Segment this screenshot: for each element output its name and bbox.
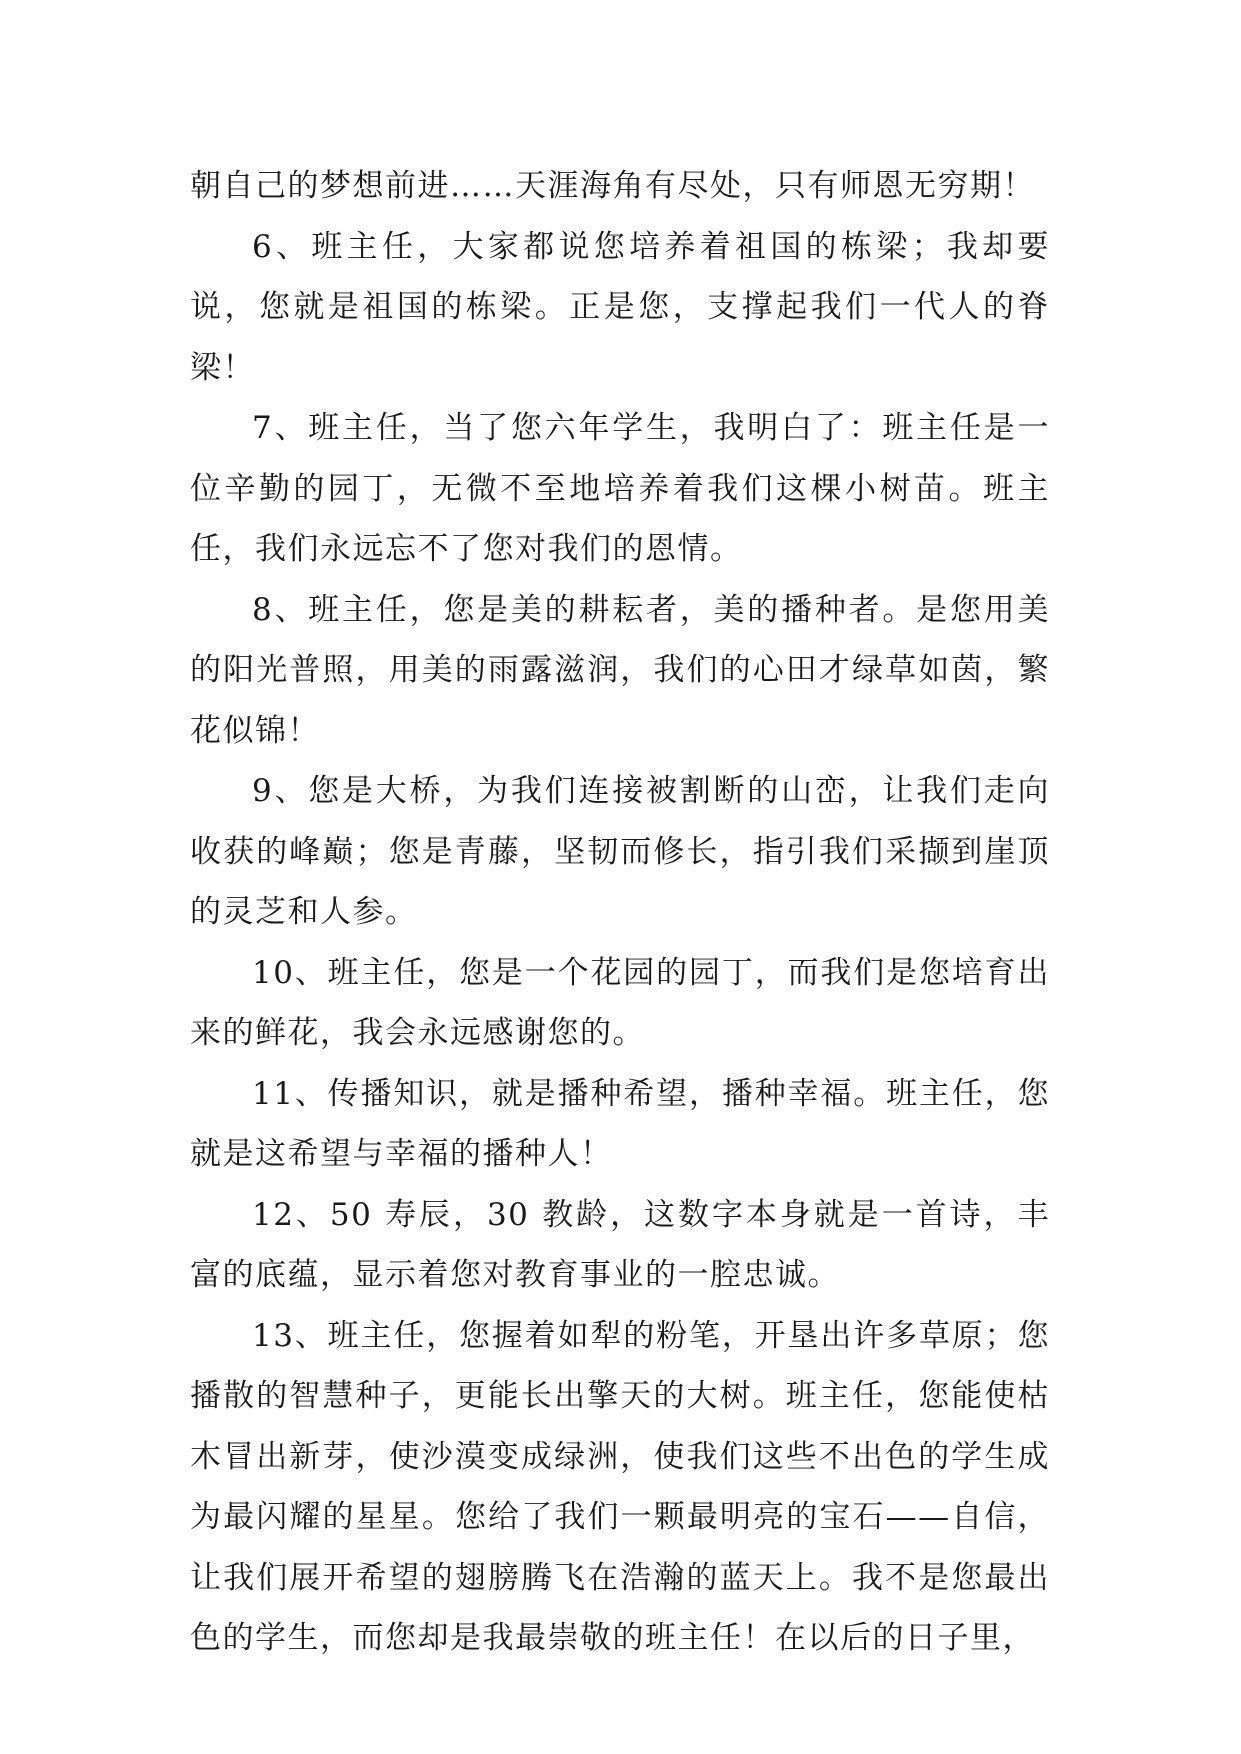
paragraph-item-11: 11、传播知识，就是播种希望，播种幸福。班主任，您就是这希望与幸福的播种人！ (190, 1075, 1050, 1172)
paragraph-item-12: 12、50 寿辰，30 教龄，这数字本身就是一首诗，丰富的底蕴，显示着您对教育事业的一腔忠诚。 (190, 1196, 1050, 1293)
paragraph-item-7: 7、班主任，当了您六年学生，我明白了：班主任是一位辛勤的园丁，无微不至地培养着我们这棵小树苗。班主任，我们永远忘不了您对我们的恩情。 (190, 410, 1050, 567)
paragraph-item-6: 6、班主任，大家都说您培养着祖国的栋梁；我却要说，您就是祖国的栋梁。正是您，支撑起我们一代人的脊梁！ (190, 228, 1050, 386)
paragraph-item-10: 10、班主任，您是一个花园的园丁，而我们是您培育出来的鲜花，我会永远感谢您的。 (190, 954, 1050, 1051)
paragraph-item-13: 13、班主任，您握着如犁的粉笔，开垦出许多草原；您播散的智慧种子，更能长出擎天的大树。班主任，您能使枯木冒出新芽，使沙漠变成绿洲，使我们这些不出色的学生成为最闪耀的星星。您给了我们一颗最明亮的宝石——自信，让我们展开希望的翅膀腾飞在浩瀚的蓝天上。我不是您最出色的学生，而您却是我最崇敬的班主任！在以后的日子里， (190, 1317, 1050, 1656)
document-body (190, 156, 1050, 1669)
paragraph-continuation: 朝自己的梦想前进……天涯海角有尽处，只有师恩无穷期！ (190, 168, 1035, 204)
paragraph-item-8: 8、班主任，您是美的耕耘者，美的播种者。是您用美的阳光普照，用美的雨露滋润，我们的心田才绿草如茵，繁花似锦！ (190, 591, 1050, 749)
paragraph-item-9: 9、您是大桥，为我们连接被割断的山峦，让我们走向收获的峰巅；您是青藤，坚韧而修长，指引我们采撷到崖顶的灵芝和人参。 (190, 773, 1050, 930)
